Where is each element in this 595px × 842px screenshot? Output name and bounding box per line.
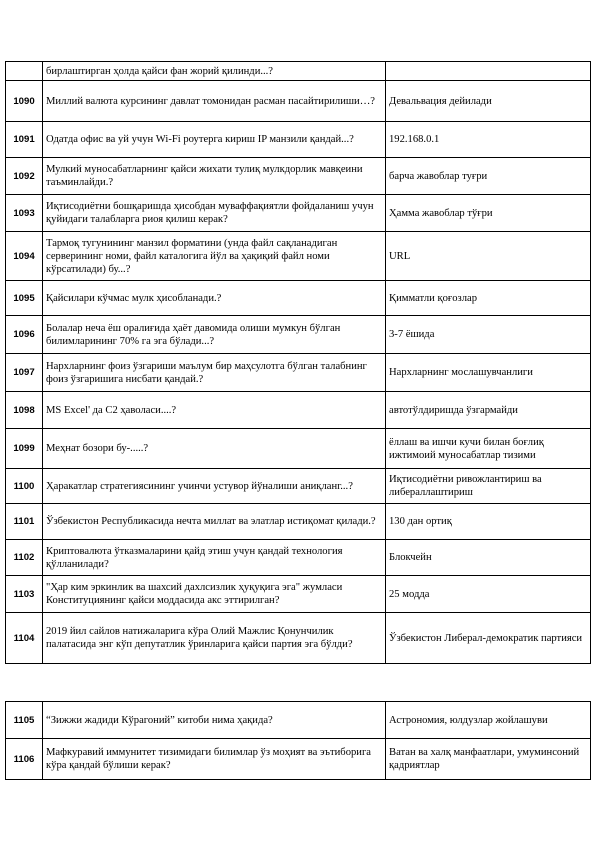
question-cell: Тармоқ тугунининг манзил форматини (унда файл сақланадиган серверининг номи, файл каталогига йўл ва ҳақиқий файл номи кўрсатилади) бу...? [43, 232, 386, 281]
row-number: 1097 [6, 354, 43, 392]
table-row [6, 702, 591, 739]
row-number: 1098 [6, 392, 43, 429]
row-number: 1101 [6, 504, 43, 540]
question-cell: Мулкий муносабатларнинг қайси жихати тулиқ мулкдорлик мавқеини таъминлайди.? [43, 158, 386, 195]
row-number: 1102 [6, 540, 43, 576]
answer-cell: 130 дан ортиқ [386, 504, 591, 540]
question-cell: Одатда офис ва уй учун Wi-Fi роутерга кириш IP манзили қандай...? [43, 122, 386, 158]
question-cell: Нархларнинг фоиз ўзгариши маълум бир маҳсулотга бўлган талабнинг фоиз ўзгаришига нисбати қандай.? [43, 354, 386, 392]
table-row [6, 469, 591, 504]
table-row [6, 392, 591, 429]
answer-cell [386, 62, 591, 81]
question-cell: Ҳаракатлар стратегиясининг учинчи устувор йўналиши аниқланг...? [43, 469, 386, 504]
row-number: 1099 [6, 429, 43, 469]
table-row [6, 739, 591, 780]
question-cell: Қайсилари кўчмас мулк ҳисобланади.? [43, 281, 386, 316]
row-number: 1104 [6, 613, 43, 664]
row-number: 1093 [6, 195, 43, 232]
question-cell: Болалар неча ёш оралиғида ҳаёт давомида олиши мумкун бўлган билимларининг 70% га эга бўлади...? [43, 316, 386, 354]
questions-table-continued [5, 701, 591, 780]
question-cell: бирлаштирган ҳолда қайси фан жорий қилинди...? [43, 62, 386, 81]
question-cell: Криптовалюта ўтказмаларини қайд этиш учун қандай технология қўлланилади? [43, 540, 386, 576]
answer-cell: Девальвация дейилади [386, 81, 591, 122]
table-row [6, 281, 591, 316]
answer-cell: 192.168.0.1 [386, 122, 591, 158]
table-row [6, 576, 591, 613]
question-cell: Мафкуравий иммунитет тизимидаги билимлар ўз моҳият ва эътиборига кўра қандай бўлиши керак? [43, 739, 386, 780]
answer-cell: Иқтисодиётни ривожлантириш ва либераллаштириш [386, 469, 591, 504]
question-cell: 2019 йил сайлов натижаларига кўра Олий Мажлис Қонунчилик палатасида энг кўп депутатлик ўринларига қайси партия эга бўлди? [43, 613, 386, 664]
answer-cell: 3-7 ёшида [386, 316, 591, 354]
row-number: 1095 [6, 281, 43, 316]
answer-cell: 25 модда [386, 576, 591, 613]
table-row [6, 613, 591, 664]
row-number: 1106 [6, 739, 43, 780]
table-row [6, 316, 591, 354]
table-row [6, 122, 591, 158]
answer-cell: ёллаш ва ишчи кучи билан боғлиқ ижтимоий муносабатлар тизими [386, 429, 591, 469]
answer-cell: Блокчейн [386, 540, 591, 576]
questions-table-main [5, 61, 591, 664]
table-row [6, 429, 591, 469]
table-row [6, 540, 591, 576]
answer-cell: Нархларнинг мослашувчанлиги [386, 354, 591, 392]
question-cell: Ўзбекистон Республикасида нечта миллат ва элатлар истиқомат қилади.? [43, 504, 386, 540]
answer-cell: Қимматли қоғозлар [386, 281, 591, 316]
table-row [6, 62, 591, 81]
table-row [6, 232, 591, 281]
table-row [6, 354, 591, 392]
row-number: 1092 [6, 158, 43, 195]
question-cell: Иқтисодиётни бошқаришда ҳисобдан муваффақиятли фойдаланиш учун қуйидаги талабларга риоя қилиш керак? [43, 195, 386, 232]
answer-cell: Ўзбекистон Либерал-демократик партияси [386, 613, 591, 664]
row-number: 1090 [6, 81, 43, 122]
row-number: 1091 [6, 122, 43, 158]
answer-cell: автотўлдиришда ўзгармайди [386, 392, 591, 429]
answer-cell: Ватан ва халқ манфаатлари, умуминсоний қадриятлар [386, 739, 591, 780]
question-cell: Миллий валюта курсининг давлат томонидан расман пасайтирилиши…? [43, 81, 386, 122]
question-cell: MS Excel' да C2 ҳаволаси....? [43, 392, 386, 429]
table-row [6, 195, 591, 232]
answer-cell: Астрономия, юлдузлар жойлашуви [386, 702, 591, 739]
question-cell: Меҳнат бозори бу-.....? [43, 429, 386, 469]
row-number: 1100 [6, 469, 43, 504]
question-cell: "Ҳар ким эркинлик ва шахсий дахлсизлик ҳуқуқига эга" жумласи Конституциянинг қайси моддасида акс эттирилган? [43, 576, 386, 613]
answer-cell: барча жавоблар туғри [386, 158, 591, 195]
row-number: 1105 [6, 702, 43, 739]
table-row [6, 158, 591, 195]
table-row [6, 504, 591, 540]
row-number: 1103 [6, 576, 43, 613]
answer-cell: Ҳамма жавоблар тўғри [386, 195, 591, 232]
row-number [6, 62, 43, 81]
row-number: 1094 [6, 232, 43, 281]
table-row [6, 81, 591, 122]
answer-cell: URL [386, 232, 591, 281]
question-cell: “Зижжи жадиди Кўрагоний” китоби нима ҳақида? [43, 702, 386, 739]
row-number: 1096 [6, 316, 43, 354]
